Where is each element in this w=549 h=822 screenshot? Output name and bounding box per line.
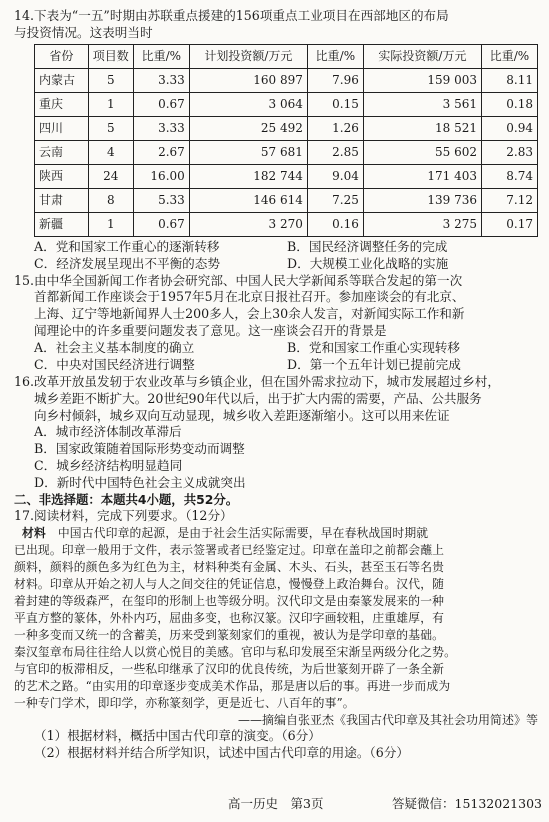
material-label: 材料: [22, 526, 46, 541]
table-cell: 1.26: [307, 116, 363, 140]
table-cell: 新疆: [35, 212, 89, 236]
table-cell: 8: [88, 188, 133, 212]
table-cell: 24: [88, 164, 133, 188]
option-c[interactable]: C．中央对国民经济进行调整: [34, 356, 195, 372]
material-line: 着封建的等级森严，在玺印的形制上也等级分明。汉代印文是由秦篆发展来的一种: [14, 594, 445, 609]
option-b[interactable]: B．国民经济调整任务的完成: [287, 238, 448, 254]
table-cell: 159 003: [363, 68, 481, 92]
table-cell: 3 270: [189, 212, 307, 236]
question-stem-cont: 首都新闻工作座谈会于1957年5月在北京日报社召开。参加座谈会的有北京、: [34, 289, 465, 305]
table-cell: 0.16: [307, 212, 363, 236]
table-cell: 陕西: [35, 164, 89, 188]
col-header: 项目数: [88, 44, 133, 68]
question-stem-cont: 闻理论中的许多重要问题发表了意见。这一座谈会召开的背景是: [34, 323, 387, 339]
table-cell: 云南: [35, 140, 89, 164]
page-footer: [0, 796, 549, 814]
table-cell: 3 064: [189, 92, 307, 116]
material-line: 秦汉玺章布局往往给人以赏心悦目的美感。官印与私印发展至宋渐呈两级分化之势。: [14, 645, 457, 660]
question-stem: 阅读材料，完成下列要求。（12分）: [34, 508, 233, 524]
table-cell: 2.85: [307, 140, 363, 164]
material-line: 与官印的板滞相反，一些私印继承了汉印的优良传统，为后世篆刻开辟了一条全新: [14, 662, 445, 677]
option-c[interactable]: C．经济发展呈现出不平衡的态势: [34, 255, 220, 271]
table-cell: 171 403: [363, 164, 481, 188]
table-cell: 5: [88, 68, 133, 92]
material-line: 的艺术之路。“由实用的印章逐步变成美术作品，那是唐以后的事。再进一步而成为: [14, 679, 451, 694]
table-cell: 2.83: [482, 140, 538, 164]
question-stem-cont: 上海、辽宁等地新闻界人士200多人，会上30余人发言，对新闻实际工作和新: [34, 306, 465, 322]
table-cell: 160 897: [189, 68, 307, 92]
table-cell: 0.67: [133, 212, 189, 236]
table-row: [35, 68, 538, 92]
material-line: 颜料，颜料的颜色多为红色为主，材料种类有金属、木头、石头，甚至玉石等名贵: [14, 560, 445, 575]
table-cell: 7.25: [307, 188, 363, 212]
table-cell: 4: [88, 140, 133, 164]
table-cell: 3.33: [133, 68, 189, 92]
table-row: [35, 140, 538, 164]
material-line: 一种专门学术，即印学，亦称篆刻学，更是近七、八百年的事”。: [14, 696, 355, 711]
reading-material: [14, 525, 538, 712]
answer-options: [14, 340, 538, 374]
option-b[interactable]: B．党和国家工作重心实现转移: [287, 340, 460, 355]
table-cell: 重庆: [35, 92, 89, 116]
table-cell: 7.96: [307, 68, 363, 92]
material-line: 中国古代印章的起源，是由于社会生活实际需要，早在春秋战国时期就: [45, 526, 429, 541]
sub-question-1: （1）根据材料，概括中国古代印章的演变。（6分）: [34, 728, 321, 744]
question-number: 17.: [14, 508, 35, 524]
question-stem: 改革开放虽发轫于农业改革与乡镇企业，但在国外需求拉动下，城市发展超过乡村，: [34, 373, 500, 389]
table-cell: 5.33: [133, 188, 189, 212]
question-16: [14, 374, 538, 492]
table-cell: 四川: [35, 116, 89, 140]
option-c[interactable]: C．城乡经济结构明显趋同: [34, 458, 183, 474]
table-row: [35, 164, 538, 188]
table-cell: 甘肃: [35, 188, 89, 212]
table-cell: 0.94: [482, 116, 538, 140]
question-stem-cont: 向乡村倾斜，城乡双向互动显现，城乡收入差距逐渐缩小。这可以用来佐证: [34, 407, 450, 423]
question-number: 15.: [14, 272, 35, 288]
table-cell: 0.15: [307, 92, 363, 116]
sub-question-2: （2）根据材料并结合所学知识，试述中国古代印章的用途。（6分）: [34, 745, 409, 761]
contact-info: 答疑微信：15132021303: [392, 796, 542, 811]
col-header: 计划投资额/万元: [189, 44, 307, 68]
table-cell: 1: [88, 212, 133, 236]
question-stem-cont: 城乡差距不断扩大。20世纪90年代以后，出于扩大内需的需要，产品、公共服务: [34, 390, 482, 406]
material-source: ——摘编自张亚杰《我国古代印章及其社会功用简述》等: [237, 713, 538, 728]
option-d[interactable]: D．第一个五年计划已提前完成: [287, 356, 461, 372]
question-number: 16.: [14, 373, 35, 389]
table-cell: 7.12: [482, 188, 538, 212]
table-cell: 16.00: [133, 164, 189, 188]
table-header-row: [35, 44, 538, 68]
col-header: 比重/%: [133, 44, 189, 68]
exam-page: [14, 8, 538, 762]
col-header: 比重/%: [482, 44, 538, 68]
table-row: [35, 116, 538, 140]
option-a[interactable]: A．社会主义基本制度的确立: [34, 340, 195, 355]
table-cell: 1: [88, 92, 133, 116]
col-header: 实际投资额/万元: [363, 44, 481, 68]
table-cell: 182 744: [189, 164, 307, 188]
table-cell: 5: [88, 116, 133, 140]
option-d[interactable]: D．新时代中国特色社会主义成就突出: [34, 475, 246, 490]
question-15: [14, 273, 538, 374]
table-cell: 9.04: [307, 164, 363, 188]
table-cell: 57 681: [189, 140, 307, 164]
table-row: [35, 212, 538, 236]
table-cell: 3 561: [363, 92, 481, 116]
table-cell: 146 614: [189, 188, 307, 212]
page-number: 高一历史 第3页: [228, 796, 324, 811]
table-cell: 2.67: [133, 140, 189, 164]
col-header: 省份: [35, 44, 89, 68]
table-cell: 0.67: [133, 92, 189, 116]
option-d[interactable]: D．大规模工业化战略的实施: [287, 255, 449, 271]
table-cell: 139 736: [363, 188, 481, 212]
option-a[interactable]: A．党和国家工作重心的逐渐转移: [34, 238, 220, 254]
question-stem-cont: 与投资情况。这表明当时: [14, 24, 153, 40]
investment-table: [34, 44, 538, 237]
question-stem: 由中华全国新闻工作者协会研究部、中国人民大学新闻系等联合发起的第一次: [34, 272, 463, 288]
table-cell: 内蒙古: [35, 68, 89, 92]
section-heading: 二、非选择题：本题共4小题，共52分。: [14, 491, 239, 507]
question-number: 14.: [14, 8, 35, 23]
table-cell: 0.17: [482, 212, 538, 236]
option-b[interactable]: B．国家政策随着国际形势变动而调整: [34, 441, 245, 457]
table-row: [35, 188, 538, 212]
question-17: [14, 508, 538, 762]
table-cell: 3 275: [363, 212, 481, 236]
option-a[interactable]: A．城市经济体制改革滞后: [34, 424, 182, 440]
table-row: [35, 92, 538, 116]
question-stem: 下表为“一五”时期由苏联重点援建的156项重点工业项目在西部地区的布局: [34, 8, 449, 23]
table-cell: 25 492: [189, 116, 307, 140]
material-line: 平直方整的篆体，外朴内巧，屈曲多变，也称汉篆。汉印字画较粗，庄重雄厚，有: [14, 611, 445, 626]
material-line: 材料。印章从开始之初人与人之间交往的凭证信息，慢慢登上政治舞台。汉代，随: [14, 577, 445, 592]
material-line: 已出现。印章一般用于文件，表示签署或者已经鉴定过。印章在盖印之前都会蘸上: [14, 543, 445, 558]
question-14: [14, 8, 538, 273]
table-cell: 8.11: [482, 68, 538, 92]
answer-options: [14, 239, 538, 273]
table-cell: 18 521: [363, 116, 481, 140]
table-cell: 55 602: [363, 140, 481, 164]
material-line: 一种多变而又统一的含蓄美，历来受到篆刻家们的重视，被认为是学印章的基础。: [14, 628, 445, 643]
table-cell: 8.74: [482, 164, 538, 188]
col-header: 比重/%: [307, 44, 363, 68]
table-cell: 0.18: [482, 92, 538, 116]
table-cell: 3.33: [133, 116, 189, 140]
